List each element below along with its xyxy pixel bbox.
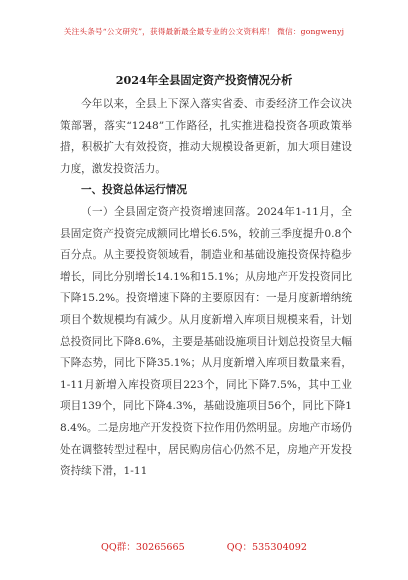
section-heading: 一、投资总体运行情况 [81,184,187,197]
footer-contact [0,539,408,553]
footer-qq-number: QQ：535304092 [226,542,307,553]
section-paragraph: （一）全县固定资产投资增速回落。2024年1-11月，全县固定资产投资完成额同比增长6.5%，较前三季度提升0.8个百分点。从主要投资领域看，制造业和基础设施投资保持稳步增长，同比分别增长14.1%和15.1%；从房地产开发投资同比下降15.2%。投资增速下降的主要原因有：一是月度新增纳统项目个数规模均有减少。从月度新增入库项目规模来看，计划总投资同比下降8.6%，主要是基础设施项目计划总投资呈大幅下降态势，同比下降35.1%；从月度新增入库项目数量来看，1-11月新增入库投资项目223个，同比下降7.5%，其中工业项目139个，同比下降4.3%，基础设施项目56个，同比下降18.4%。二是房地产开发投资下拉作用仍然明显。房地产市场仍处在调整转型过程中，居民购房信心仍然不足，房地产开发投资持续下滑，1-11 [60,205,352,478]
intro-paragraph: 今年以来，全县上下深入落实省委、市委经济工作会议决策部署，落实“1248”工作路径，扎实推进稳投资各项政策举措，积极扩大有效投资，推动大规模设备更新，加大项目建设力度，激发投资活力。 [60,98,352,175]
document-title: 2024年全县固定资产投资情况分析 [115,73,293,87]
footer-qq-group: QQ群：30265665 [100,542,185,553]
document-body [60,94,352,483]
header-banner: 关注头条号“公文研究”，获得最新最全最专业的公文资料库！ 微信：gongwenyj [63,27,345,36]
